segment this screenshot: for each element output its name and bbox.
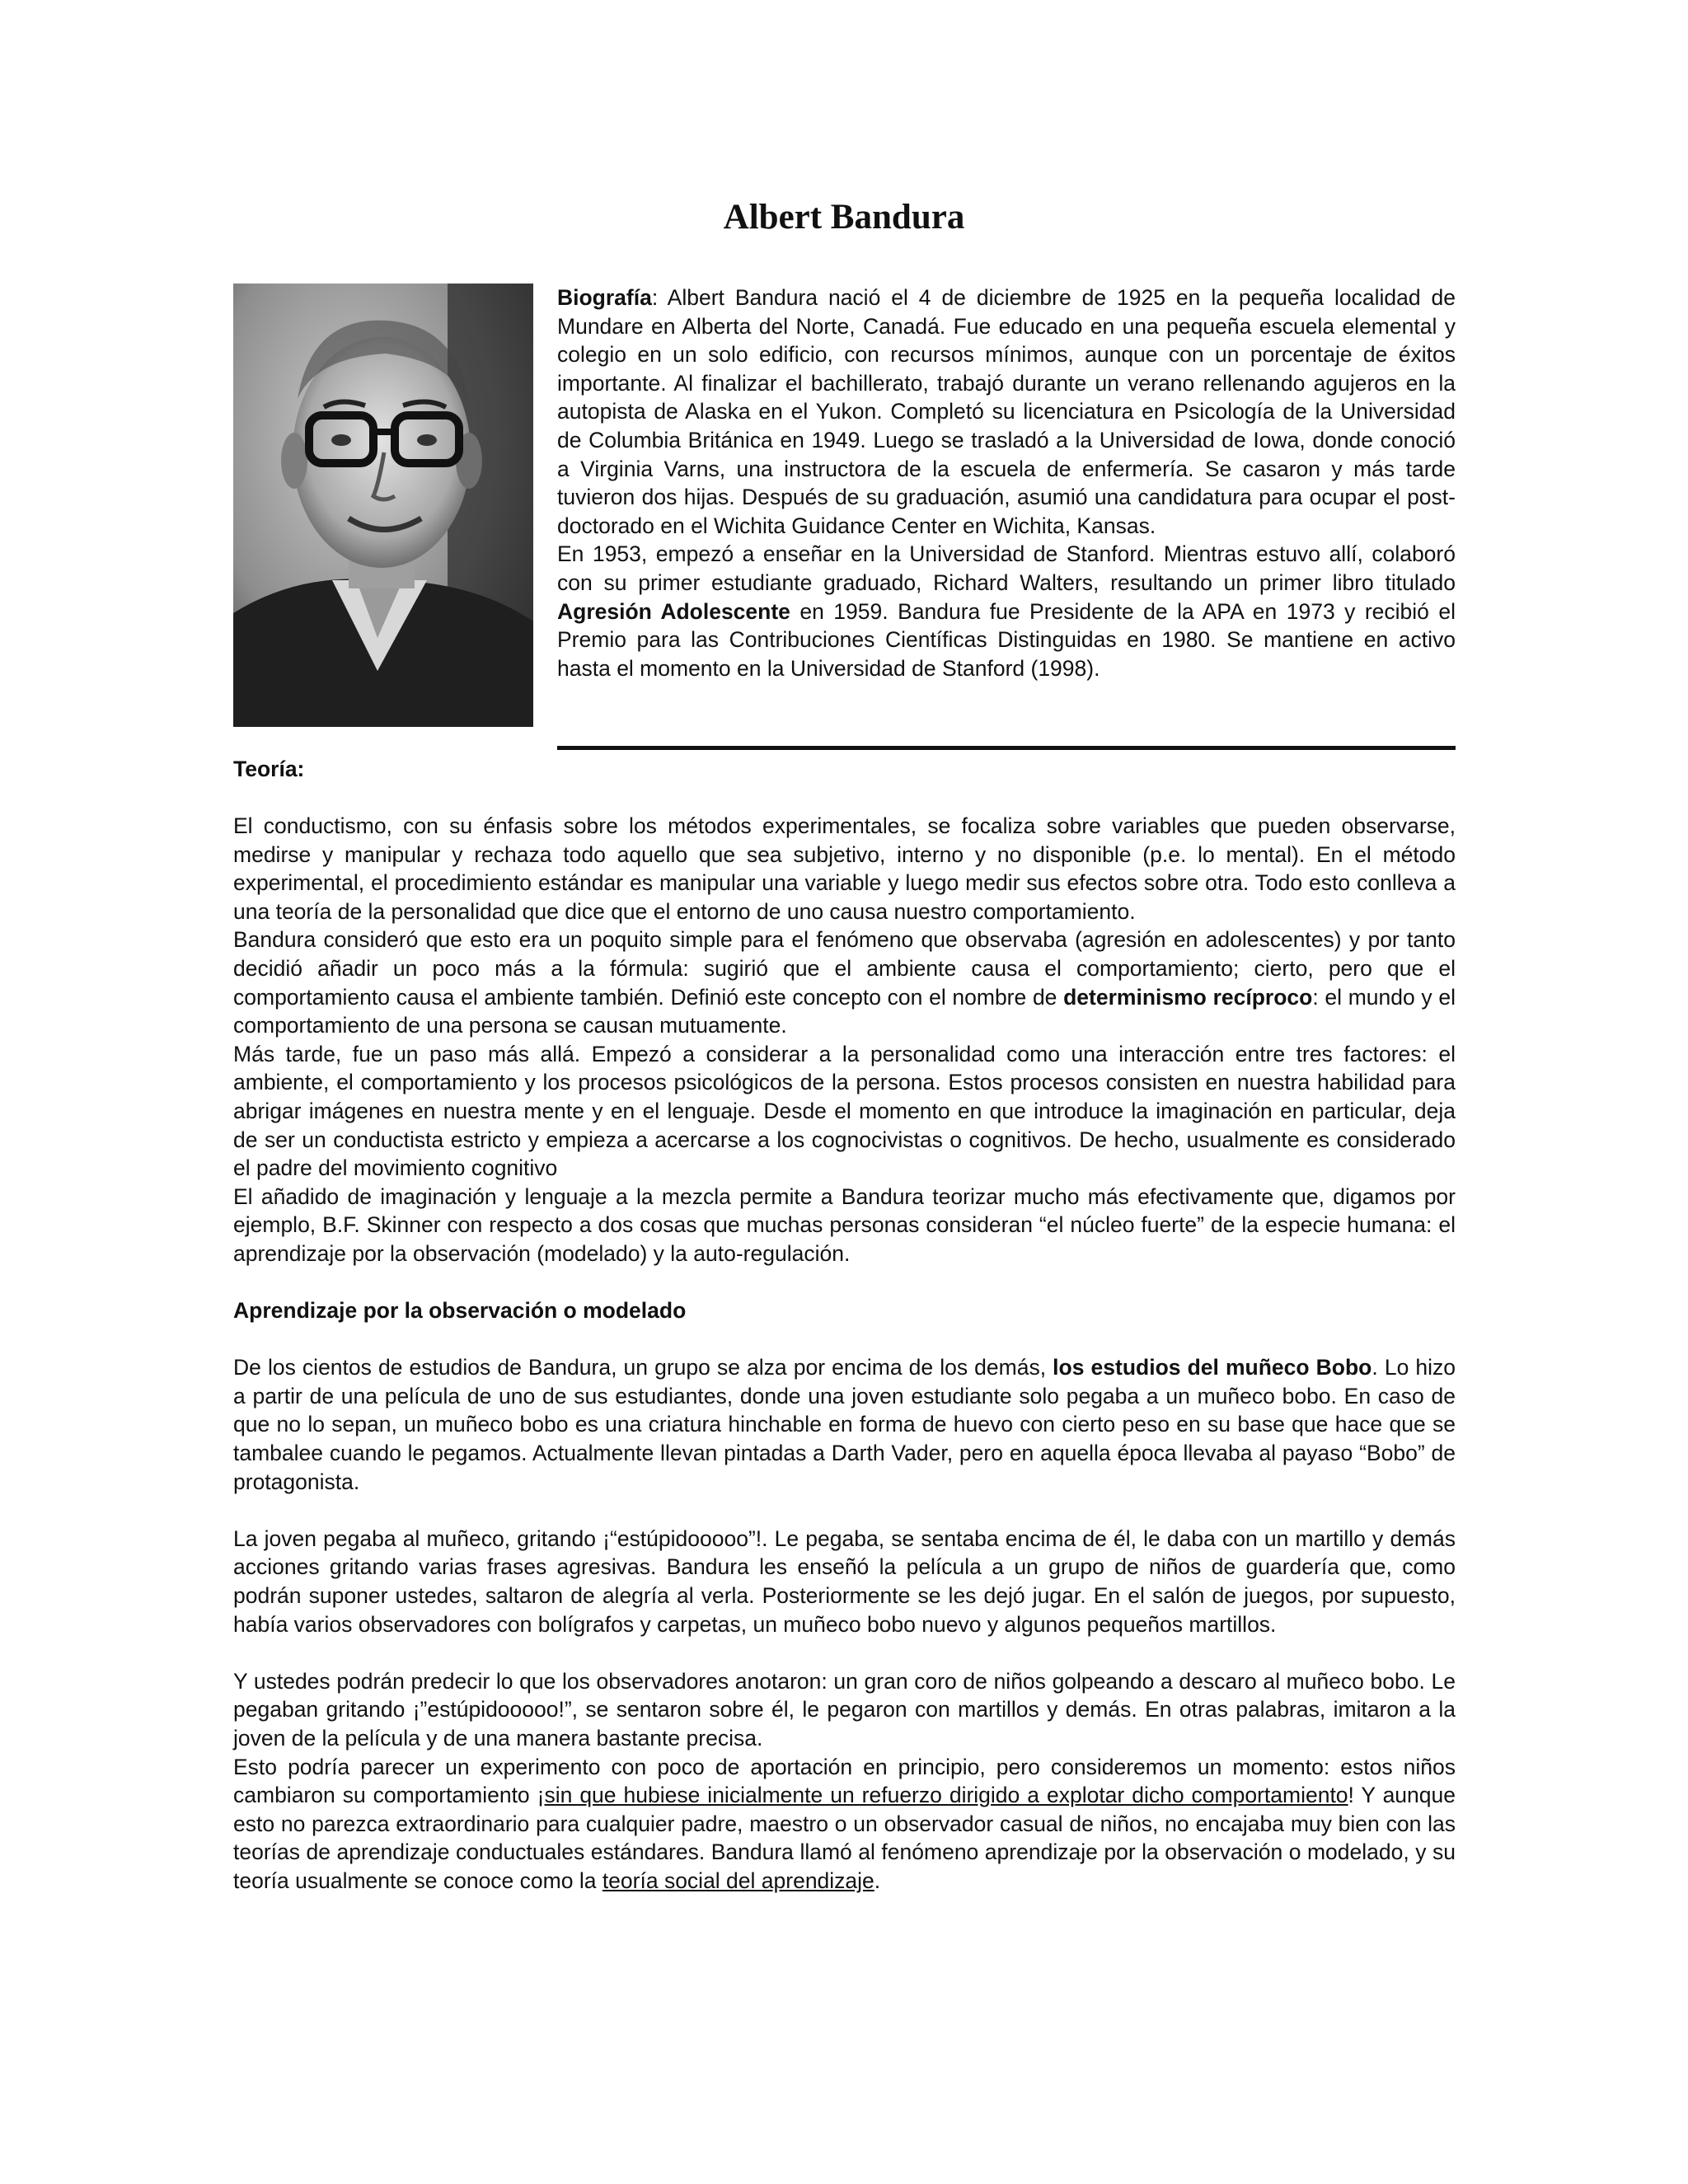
reciprocal-determinism-term: determinismo recíproco xyxy=(1063,984,1313,1010)
theory-text-2c: : el mundo y el comportamiento de una persona se causan mutuamente. xyxy=(233,984,1456,1038)
theory-paragraph-1: El conductismo, con su énfasis sobre los métodos experimentales, se focaliza sobre variables que pueden observarse, medirse y manipular y rechaza todo aquello que sea subjetivo, interno y no disponible (p.e. lo mental). En el método experimental, el procedimiento estándar es manipular una variable y luego medir sus efectos sobre otra. Todo esto conlleva a una teoría de la personalidad que dice que el entorno de uno causa nuestro comportamiento. xyxy=(233,813,1456,924)
book-title: Agresión Adolescente xyxy=(557,598,790,624)
page-title: Albert Bandura xyxy=(723,198,965,237)
modeling-text-4a: Esto podría parecer un experimento con poco de aportación en principio, pero consideremos un momento: estos niños cambiaron su comportamiento ¡ xyxy=(233,1754,1456,1808)
main-body xyxy=(233,812,1456,1896)
biography-label: Biografía xyxy=(557,285,652,310)
biography-divider xyxy=(557,746,1456,750)
biography-paragraph-2 xyxy=(557,540,1456,682)
theory-text-2a: Bandura consideró que esto era un poquito simple para el fenómeno que observaba (agresión en adolescentes) y por tanto decidió añadir un poco más a la fórmula: sugirió que el ambiente causa el comportamiento; cierto, pero que el comportamiento causa el ambiente también. Definió este concepto con el nombre de xyxy=(233,927,1456,1010)
spacer xyxy=(233,1638,1456,1667)
spacer xyxy=(233,1268,1456,1297)
modeling-text-4c: ! Y aunque esto no parezca extraordinario para cualquier padre, maestro o un observador casual de niños, no encajaba muy bien con las teorías de aprendizaje conductuales estándares. Bandura llamó al fenómeno aprendizaje por la observación o modelado, y su teoría usualmente se conoce como la xyxy=(233,1783,1456,1893)
modeling-paragraph-3: Y ustedes podrán predecir lo que los observadores anotaron: un gran coro de niños golpeando a descaro al muñeco bobo. Le pegaban gritando ¡”estúpidooooo!”, se sentaron sobre él, le pegaron con martillos y demás. En otras palabras, imitaron a la joven de la película y de una manera bastante precisa. xyxy=(233,1668,1456,1750)
modeling-heading: Aprendizaje por la observación o modelado xyxy=(233,1298,687,1324)
theory-paragraph-3: Más tarde, fue un paso más allá. Empezó a considerar a la personalidad como una interacción entre tres factores: el ambiente, el comportamiento y los procesos psicológicos de la persona. Estos procesos consisten en nuestra habilidad para abrigar imágenes en nuestra mente y en el lenguaje. Desde el momento en que introduce la imaginación en particular, deja de ser un conductista estricto y empieza a acercarse a los cognocivistas o cognitivos. De hecho, usualmente es considerado el padre del movimiento cognitivo xyxy=(233,1041,1456,1181)
theory-paragraph-4: El añadido de imaginación y lenguaje a la mezcla permite a Bandura teorizar mucho más efectivamente que, digamos por ejemplo, B.F. Skinner con respecto a dos cosas que muchas personas consideran “el núcleo fuerte” de la especie humana: el aprendizaje por la observación (modelado) y la auto-regulación. xyxy=(233,1183,1456,1266)
biography-section xyxy=(557,284,1456,682)
modeling-text-1a: De los cientos de estudios de Bandura, un grupo se alza por encima de los demás, xyxy=(233,1355,1053,1380)
biography-text-2a: En 1953, empezó a enseñar en la Universidad de Stanford. Mientras estuvo allí, colaboró con su primer estudiante graduado, Richard Walters, resultando un primer libro titulado xyxy=(557,541,1456,595)
modeling-paragraph-2: La joven pegaba al muñeco, gritando ¡“estúpidooooo”!. Le pegaba, se sentaba encima de él, le daba con un martillo y demás acciones gritando varias frases agresivas. Bandura les enseñó la película a un grupo de niños de guardería que, como podrán suponer ustedes, saltaron de alegría al verla. Posteriormente se les dejó jugar. En el salón de juegos, por supuesto, había varios observadores con bolígrafos y carpetas, un muñeco bobo nuevo y algunos pequeños martillos. xyxy=(233,1526,1456,1637)
portrait-photo-icon xyxy=(233,284,533,727)
portrait-photo xyxy=(233,284,533,727)
biography-text-1: : Albert Bandura nació el 4 de diciembre de 1925 en la pequeña localidad de Mundare en Alberta del Norte, Canadá. Fue educado en una pequeña escuela elemental y colegio en un solo edificio, con recursos mínimos, aunque con un porcentaje de éxitos importante. Al finalizar el bachillerato, trabajó durante un verano rellenando agujeros en la autopista de Alaska en el Yukon. Completó su licenciatura en Psicología de la Universidad de Columbia Británica en 1949. Luego se trasladó a la Universidad de Iowa, donde conoció a Virginia Varns, una instructora de la escuela de enfermería. Se casaron y más tarde tuvieron dos hijas. Después de su graduación, asumió una candidatura para ocupar el post-doctorado en el Wichita Guidance Center en Wichita, Kansas. xyxy=(557,285,1456,538)
theory-paragraph-2 xyxy=(233,926,1456,1039)
spacer xyxy=(233,1325,1456,1354)
no-reinforcement-phrase: sin que hubiese inicialmente un refuerzo dirigido a explotar dicho comportamiento xyxy=(544,1783,1348,1808)
spacer xyxy=(233,1496,1456,1525)
modeling-paragraph-4 xyxy=(233,1753,1456,1896)
modeling-text-4e: . xyxy=(874,1868,881,1893)
bobo-studies-term: los estudios del muñeco Bobo xyxy=(1053,1355,1372,1380)
social-learning-theory-term: teoría social del aprendizaje xyxy=(602,1868,874,1893)
biography-text-2c: en 1959. Bandura fue Presidente de la APA en 1973 y recibió el Premio para las Contribuciones Científicas Distinguidas en 1980. Se mantiene en activo hasta el momento en la Universidad de Stanford (1998). xyxy=(557,598,1456,681)
modeling-text-1c: . Lo hizo a partir de una película de uno de sus estudiantes, donde una joven estudiante solo pegaba a un muñeco bobo. En caso de que no lo sepan, un muñeco bobo es una criatura hinchable en forma de huevo con cierto peso en su base que hace que se tambalee cuando le pegamos. Actualmente llevan pintadas a Darth Vader, pero en aquella época llevaba al payaso “Bobo” de protagonista. xyxy=(233,1355,1456,1494)
modeling-paragraph-1 xyxy=(233,1353,1456,1496)
theory-heading: Teoría: xyxy=(233,757,305,781)
biography-paragraph-1 xyxy=(557,284,1456,540)
